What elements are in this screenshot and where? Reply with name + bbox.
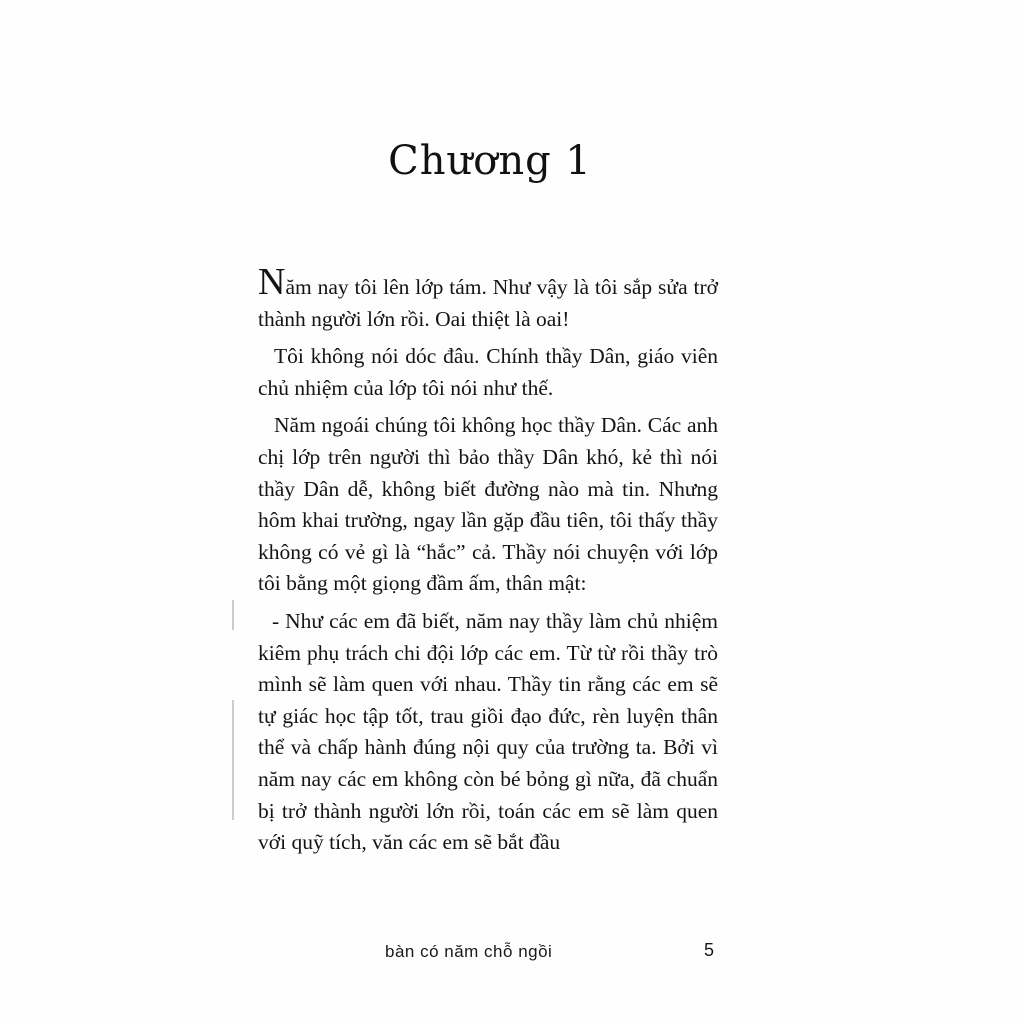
scan-artifact-mark [232,700,234,820]
dialogue-paragraph: - Như các em đã biết, năm nay thầy làm chủ nhiệm kiêm phụ trách chi đội lớp các em. Từ từ rồi thầy trò mình sẽ làm quen với nhau. Thầy tin rằng các em sẽ tự giác học tập tốt, trau giồi đạo đức, rèn luyện thân thể và chấp hành đúng nội quy của trường ta. Bởi vì năm nay các em không còn bé bỏng gì nữa, đã chuẩn bị trở thành người lớn rồi, toán các em sẽ làm quen với quỹ tích, văn các em sẽ bắt đầu [258,608,718,855]
body-text [258,261,718,865]
paragraph [258,261,718,335]
paragraph: Năm ngoái chúng tôi không học thầy Dân. Các anh chị lớp trên người thì bảo thầy Dân khó, kẻ thì nói thầy Dân dễ, không biết đường nào mà tin. Nhưng hôm khai trường, ngay lần gặp đầu tiên, tôi thấy thầy không có vẻ gì là “hắc” cả. Thầy nói chuyện với lớp tôi bằng một giọng đầm ấm, thân mật: [258,413,718,596]
paragraph: Tôi không nói dóc đâu. Chính thầy Dân, giáo viên chủ nhiệm của lớp tôi nói như thế. [258,344,718,400]
running-footer-title: bàn có năm chỗ ngồi [385,942,553,961]
paragraph-text: ăm nay tôi lên lớp tám. Như vậy là tôi sắp sửa trở thành người lớn rồi. Oai thiệt là oai! [258,275,718,331]
chapter-title: Chương 1 [388,138,592,184]
drop-cap: N [258,261,286,303]
scan-artifact-mark [232,600,234,630]
page-number: 5 [704,940,715,960]
